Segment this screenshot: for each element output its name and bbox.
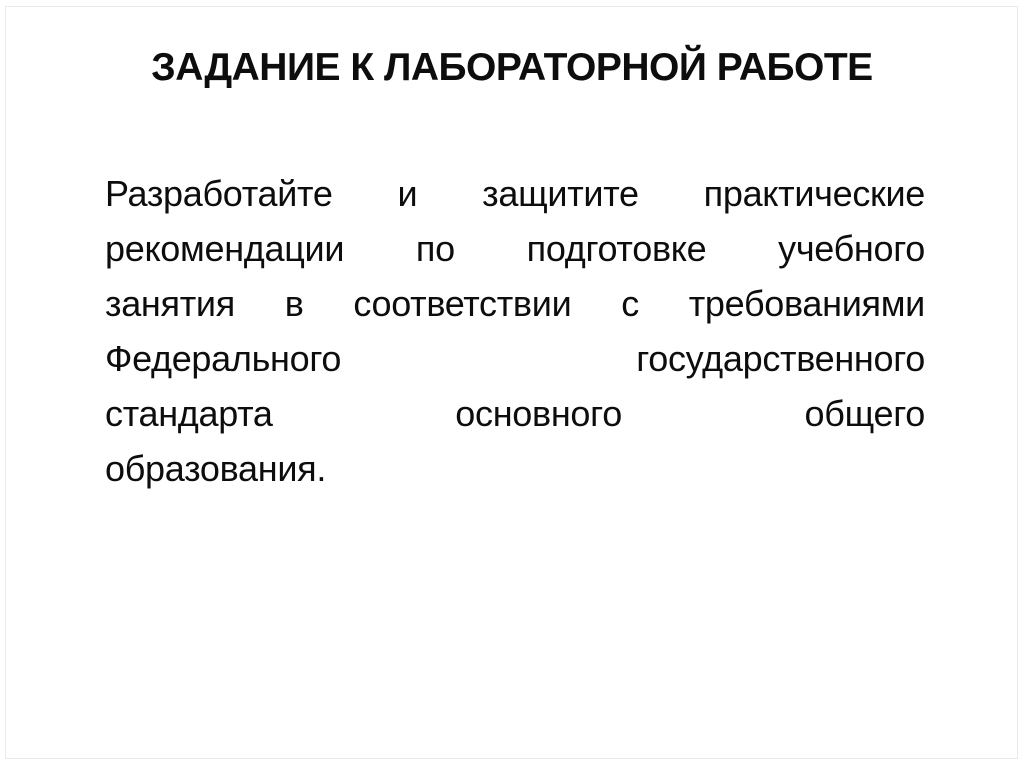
body-line: занятия в соответствии с требованиями <box>105 283 925 324</box>
body-line: рекомендации по подготовке учебного <box>105 228 925 269</box>
body-line: Федерального государственного <box>105 338 925 379</box>
body-line: образования. <box>105 448 327 489</box>
body-line: стандарта основного общего <box>105 393 925 434</box>
slide-title: ЗАДАНИЕ К ЛАБОРАТОРНОЙ РАБОТЕ <box>151 46 873 89</box>
body-line: Разработайте и защитите практические <box>105 173 925 214</box>
body-paragraph <box>105 166 925 496</box>
